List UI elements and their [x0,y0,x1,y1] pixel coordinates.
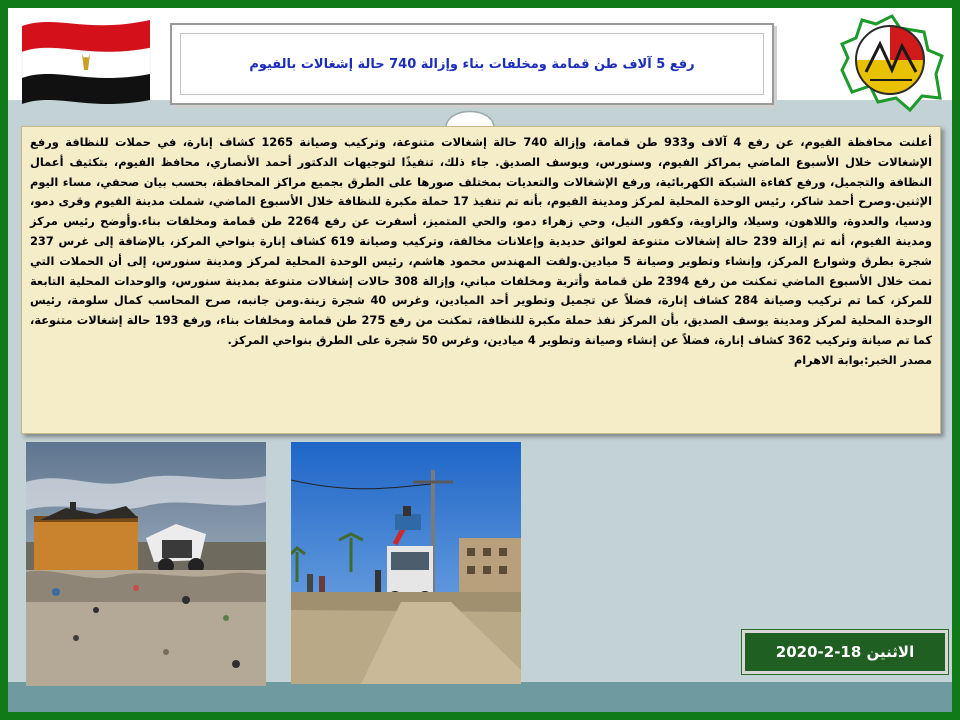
article-source: مصدر الخبر:بوابة الاهرام [793,352,932,367]
garbage-loader-photo [26,442,266,686]
news-article-box [21,126,941,434]
date-text: الاثنين 18-2-2020 [775,643,915,661]
date-badge [742,630,948,674]
title-box [170,23,774,105]
bottom-band [8,682,952,712]
egypt-flag-icon [16,12,156,104]
slide-frame [8,8,952,712]
lighting-repair-truck-photo [291,442,521,684]
fayoum-logo-icon [840,14,944,114]
article-body: أعلنت محافظة الفيوم، عن رفع 4 آلاف و933 طن قمامة، وإزالة 740 حالة إشغالات متنوعة، وتركيب وصيانة 1265 كشاف إنارة، في حملات للنظافة ورفع الإشغالات خلال الأسبوع الماضي بمراكز الفيوم، وسنورس، ويوسف الصديق. جاء ذلك، تنفيذًا لتوجيهات الدكتور أحمد الأنصاري، محافظ الفيوم، بتكثيف أعمال النظافة والتجميل، ورفع كفاءة الشبكة الكهربائية، ورفع الإشغالات والتعديات بمختلف صورها على الطرق بجميع مراكز المحافظة، بحسب بيان صحفي، مساء اليوم الإثنين.وصرح أحمد شاكر، رئيس الوحدة المحلية لمركز ومدينة الفيوم، بأنه تم تنفيذ 17 حملة مكبرة للنظافة خلال الأسبوع الماضي، شملت مدينة الفيوم وقرى دمو، ودسيا، والعدوة، واللاهون، وسيلا، والزاوية، وكفور النيل، وحي زهراء دمو، والحي المتميز، أسفرت عن رفع 2264 طن قمامة ومخلفات بناء.وأوضح رئيس مركز ومدينة الفيوم، أنه تم إزالة 239 حالة إشغالات متنوعة لعوائق حديدية وإعلانات مخالفة، وتركيب وصيانة 619 كشاف إنارة بنواحي المركز، بالإضافة إلى غرس 237 شجرة بطرق وشوارع المركز، وإنشاء وتطوير وصيانة 5 ميادين.ولفت المهندس محمود هاشم، رئيس الوحدة المحلية لمركز ومدينة سنورس، إلى أن الحملات التي تمت خلال الأسبوع الماضي تمكنت من رفع 2394 طن قمامة وأتربة ومخلفات مباني، وإزالة 308 حالات إشغالات متنوعة بمدينة سنورس، والوحدات المحلية التابعة للمركز، كما تم تركيب وصيانة 284 كشاف إنارة، فضلاً عن تجميل وتطوير أحد الميادين، وغرس 40 شجرة زينة.ومن جانبه، صرح المحاسب كمال سلومة، رئيس الوحدة المحلية لمركز ومدينة يوسف الصديق، بأن المركز نفذ حملة مكبرة للنظافة، تمكنت من رفع 275 طن قمامة ومخلفات بناء، ورفع 193 حالة إشغالات متنوعة، كما تم صيانة وتركيب 362 كشاف إنارة، فضلاً عن إنشاء وصيانة وتطوير 4 ميادين، وغرس 50 شجرة على الطرق بنواحي المركز. [30,135,933,347]
page-title: رفع 5 آلاف طن قمامة ومخلفات بناء وإزالة 740 حالة إشغالات بالفيوم [249,56,695,72]
title-inner-frame [180,33,764,95]
